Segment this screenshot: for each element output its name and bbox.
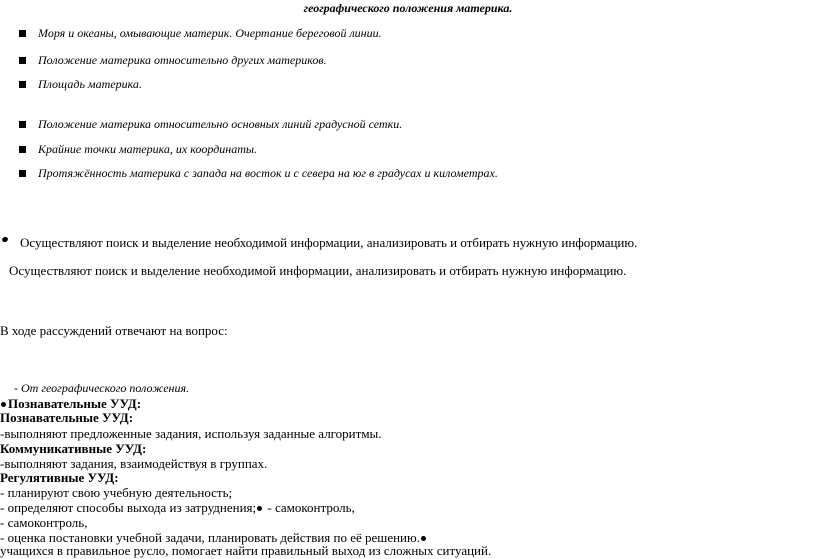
bullet-dot-icon (421, 536, 426, 541)
reg-line-1: - планируют свою учебную деятельность; (0, 485, 233, 500)
uud-communicative-heading: Коммуникативные УУД: (0, 441, 147, 456)
answer-line: - От географического положения. (14, 381, 190, 395)
info-line-2: Осуществляют поиск и выделение необходимой информации, анализировать и отбирать нужную информацию. (9, 263, 627, 278)
bullet-dot-icon (1, 236, 8, 243)
list-item: Протяжённость материка с запада на восток и с севера на юг в градусах и километрах. (38, 166, 498, 180)
list-item: Моря и океаны, омывающие материк. Очертание береговой линии. (38, 26, 382, 40)
uud-cognitive-heading: Познавательные УУД: (0, 410, 134, 425)
list-item: Крайние точки материка, их координаты. (38, 142, 258, 156)
square-bullet-icon (19, 81, 26, 88)
square-bullet-icon (19, 121, 26, 128)
reg-line-2-part-b: - самоконтроль, (264, 500, 355, 515)
bullet-dot-icon (1, 402, 6, 407)
reg-line-2-part-a: - определяют способы выхода из затруднения; (0, 500, 257, 515)
uud-communicative-text: -выполняют задания, взаимодействуя в группах. (0, 456, 268, 471)
reasoning-line: В ходе рассуждений отвечают на вопрос: (0, 323, 228, 338)
list-item: Положение материка относительно других материков. (38, 53, 327, 67)
list-item: Положение материка относительно основных линий градусной сетки. (38, 117, 403, 131)
list-item: Площадь материка. (38, 77, 142, 91)
reg-line-2 (0, 500, 355, 516)
uud-cognitive-text: -выполняют предложенные задания, используя заданные алгоритмы. (0, 426, 382, 441)
section-heading: географического положения материка. (303, 1, 513, 15)
square-bullet-icon (19, 146, 26, 153)
reg-line-3: - самоконтроль, (0, 515, 88, 530)
square-bullet-icon (19, 57, 26, 64)
square-bullet-icon (19, 170, 26, 177)
bullet-dot-icon (257, 506, 262, 511)
info-line-1: Осуществляют поиск и выделение необходимой информации, анализировать и отбирать нужную информацию. (20, 235, 638, 250)
square-bullet-icon (19, 30, 26, 37)
reg-line-5: учащихся в правильное русло, помогает найти правильный выход из сложных ситуаций. (0, 543, 492, 558)
uud-cognitive-title: Познавательные УУД: (8, 396, 142, 411)
reg-line-4-text: - оценка постановки учебной задачи, планировать действия по её решению. (0, 530, 420, 545)
uud-regulatory-heading: Регулятивные УУД: (0, 470, 119, 485)
